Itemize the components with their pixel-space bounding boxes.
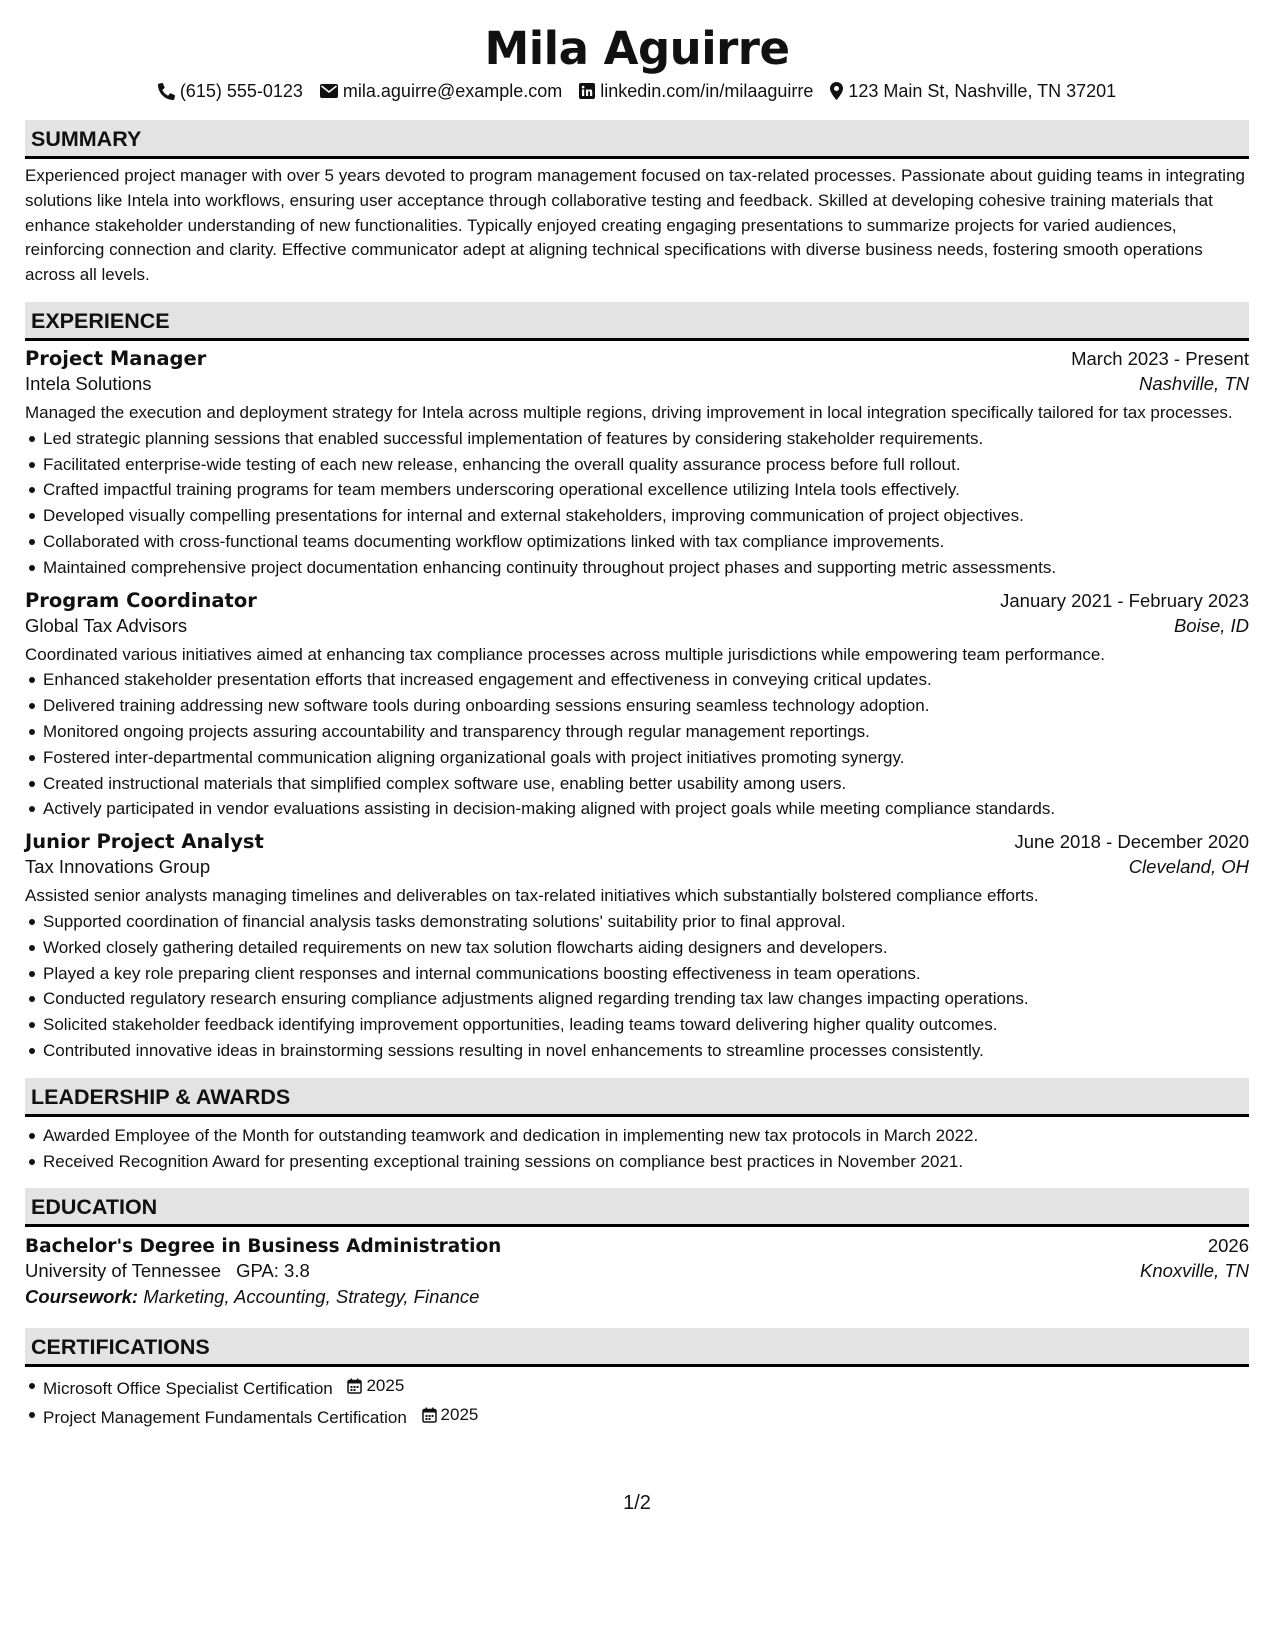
list-item: Supported coordination of financial analysis tasks demonstrating solutions' suitability prior to final approval.: [25, 909, 1249, 935]
job-dates: March 2023 - Present: [1071, 347, 1249, 369]
map-pin-icon: [830, 82, 843, 100]
email-link[interactable]: mila.aguirre@example.com: [342, 81, 563, 101]
list-item: Worked closely gathering detailed requirements on new tax solution flowcharts aiding designers and developers.: [25, 935, 1249, 961]
job-header: [25, 830, 1249, 853]
list-item: Developed visually compelling presentations for internal and external stakeholders, improving communication of project objectives.: [25, 503, 1249, 529]
job-entry: [25, 830, 1249, 1064]
list-item: [25, 1373, 1249, 1402]
cert-date: [422, 1402, 479, 1428]
job-company: Intela Solutions: [25, 372, 152, 394]
candidate-name: Mila Aguirre: [484, 22, 790, 75]
job-location: Nashville, TN: [1139, 372, 1249, 394]
experience-section: [25, 302, 1249, 1064]
list-item: Delivered training addressing new software tools during onboarding sessions ensuring seamless technology adoption.: [25, 693, 1249, 719]
summary-section: [25, 120, 1249, 288]
list-item: Monitored ongoing projects assuring accountability and transparency through regular management reportings.: [25, 719, 1249, 745]
job-subheader: [25, 373, 1249, 395]
education-heading: EDUCATION: [25, 1188, 1249, 1227]
list-item: Contributed innovative ideas in brainstorming sessions resulting in novel enhancements to streamline processes consistently.: [25, 1038, 1249, 1064]
degree-title: Bachelor's Degree in Business Administration: [25, 1236, 502, 1258]
contact-phone: [158, 78, 303, 104]
experience-heading: EXPERIENCE: [25, 302, 1249, 341]
envelope-icon: [320, 84, 338, 98]
linkedin-icon: [579, 83, 595, 99]
school-row: [25, 1260, 1249, 1282]
certifications-heading: CERTIFICATIONS: [25, 1328, 1249, 1367]
list-item: Collaborated with cross-functional teams documenting workflow optimizations linked with tax compliance improvements.: [25, 529, 1249, 555]
school-location: Knoxville, TN: [1140, 1260, 1249, 1282]
contact-email[interactable]: [320, 78, 562, 104]
job-entry: [25, 589, 1249, 823]
job-dates: June 2018 - December 2020: [1014, 831, 1249, 853]
linkedin-link[interactable]: linkedin.com/in/milaaguirre: [600, 81, 814, 101]
list-item: Conducted regulatory research ensuring compliance adjustments aligned regarding trending tax law changes impacting operations.: [25, 986, 1249, 1012]
calendar-icon: [347, 1378, 362, 1394]
job-entry: [25, 347, 1249, 581]
list-item: Created instructional materials that simplified complex software use, enabling better usability among users.: [25, 771, 1249, 797]
list-item: Enhanced stakeholder presentation efforts that increased engagement and effectiveness in conveying critical updates.: [25, 667, 1249, 693]
leadership-list: [25, 1123, 1249, 1175]
cert-date: [347, 1373, 404, 1399]
phone-icon: [158, 83, 175, 100]
list-item: Played a key role preparing client responses and internal communications boosting effectiveness in team operations.: [25, 961, 1249, 987]
calendar-icon: [422, 1407, 437, 1423]
job-bullets: [25, 909, 1249, 1064]
phone-text: (615) 555-0123: [179, 81, 303, 101]
cert-year: 2025: [440, 1405, 479, 1424]
list-item: Received Recognition Award for presenting exceptional training sessions on compliance best practices in November 2021.: [25, 1149, 1249, 1175]
resume-page: [25, 0, 1249, 1650]
contact-linkedin[interactable]: [579, 78, 813, 104]
job-header: [25, 347, 1249, 370]
list-item: Facilitated enterprise-wide testing of each new release, enhancing the overall quality assurance process before full rollout.: [25, 452, 1249, 478]
list-item: Fostered inter-departmental communication aligning organizational goals with project initiatives promoting synergy.: [25, 745, 1249, 771]
degree-row: [25, 1235, 1249, 1257]
school-info: [25, 1260, 310, 1282]
list-item: [25, 1402, 1249, 1431]
coursework-label: Coursework:: [25, 1286, 139, 1308]
gpa: GPA: 3.8: [236, 1260, 310, 1282]
job-header: [25, 589, 1249, 612]
job-dates: January 2021 - February 2023: [1000, 589, 1249, 611]
list-item: Actively participated in vendor evaluations assisting in decision-making aligned with project goals while meeting compliance standards.: [25, 796, 1249, 822]
list-item: Awarded Employee of the Month for outstanding teamwork and dedication in implementing new tax protocols in March 2022.: [25, 1123, 1249, 1149]
job-title: Program Coordinator: [25, 588, 257, 612]
job-company: Tax Innovations Group: [25, 856, 211, 878]
cert-name: Project Management Fundamentals Certification: [43, 1407, 407, 1427]
certifications-section: [25, 1328, 1249, 1430]
contact-address: [830, 78, 1116, 104]
list-item: Solicited stakeholder feedback identifying improvement opportunities, leading teams toward delivering higher quality outcomes.: [25, 1012, 1249, 1038]
education-section: [25, 1188, 1249, 1308]
job-title: Project Manager: [25, 346, 207, 370]
job-subheader: [25, 856, 1249, 878]
leadership-section: [25, 1078, 1249, 1175]
contact-bar: [25, 78, 1249, 104]
school-name: University of Tennessee: [25, 1260, 222, 1282]
address-text: 123 Main St, Nashville, TN 37201: [848, 81, 1117, 101]
cert-name: Microsoft Office Specialist Certification: [43, 1379, 333, 1399]
job-company: Global Tax Advisors: [25, 614, 188, 636]
certifications-list: [25, 1373, 1249, 1430]
job-location: Boise, ID: [1173, 614, 1249, 636]
job-title: Junior Project Analyst: [25, 830, 264, 854]
cert-year: 2025: [366, 1376, 405, 1396]
coursework-row: [25, 1286, 1249, 1308]
job-subheader: [25, 615, 1249, 637]
job-bullets: [25, 667, 1249, 822]
list-item: Crafted impactful training programs for team members underscoring operational excellence utilizing Intela tools effectively.: [25, 477, 1249, 503]
job-description: Managed the execution and deployment strategy for Intela across multiple regions, driving improvement in local integration specifically tailored for tax processes.: [25, 402, 1233, 422]
job-description: Assisted senior analysts managing timelines and deliverables on tax-related initiatives which substantially bolstered compliance efforts.: [25, 886, 1039, 906]
coursework-list: Marketing, Accounting, Strategy, Finance: [143, 1286, 480, 1308]
list-item: Led strategic planning sessions that enabled successful implementation of features by considering stakeholder requirements.: [25, 426, 1249, 452]
job-location: Cleveland, OH: [1128, 856, 1249, 878]
summary-text: Experienced project manager with over 5 years devoted to program management focused on tax-related processes. Passionate about guiding teams in integrating solutions like Intela into workflows, ensuring user acceptance through collaborative testing and feedback. Skilled at developing cohesive training materials that enhance stakeholder understanding of new functionalities. Typically enjoyed creating engaging presentations to summarize projects for varied audiences, reinforcing connection and clarity. Effective communicator adept at aligning technical specifications with diverse business needs, fostering smooth operations across all levels.: [25, 166, 1245, 285]
job-bullets: [25, 426, 1249, 581]
graduation-year: 2026: [1207, 1235, 1249, 1257]
summary-heading: SUMMARY: [25, 120, 1249, 159]
page-number: 1/2: [623, 1492, 651, 1514]
list-item: Maintained comprehensive project documentation enhancing continuity throughout project phases and supporting metric assessments.: [25, 555, 1249, 581]
job-description: Coordinated various initiatives aimed at enhancing tax compliance processes across multiple jurisdictions while empowering team performance.: [25, 644, 1106, 664]
leadership-heading: LEADERSHIP & AWARDS: [25, 1078, 1249, 1117]
